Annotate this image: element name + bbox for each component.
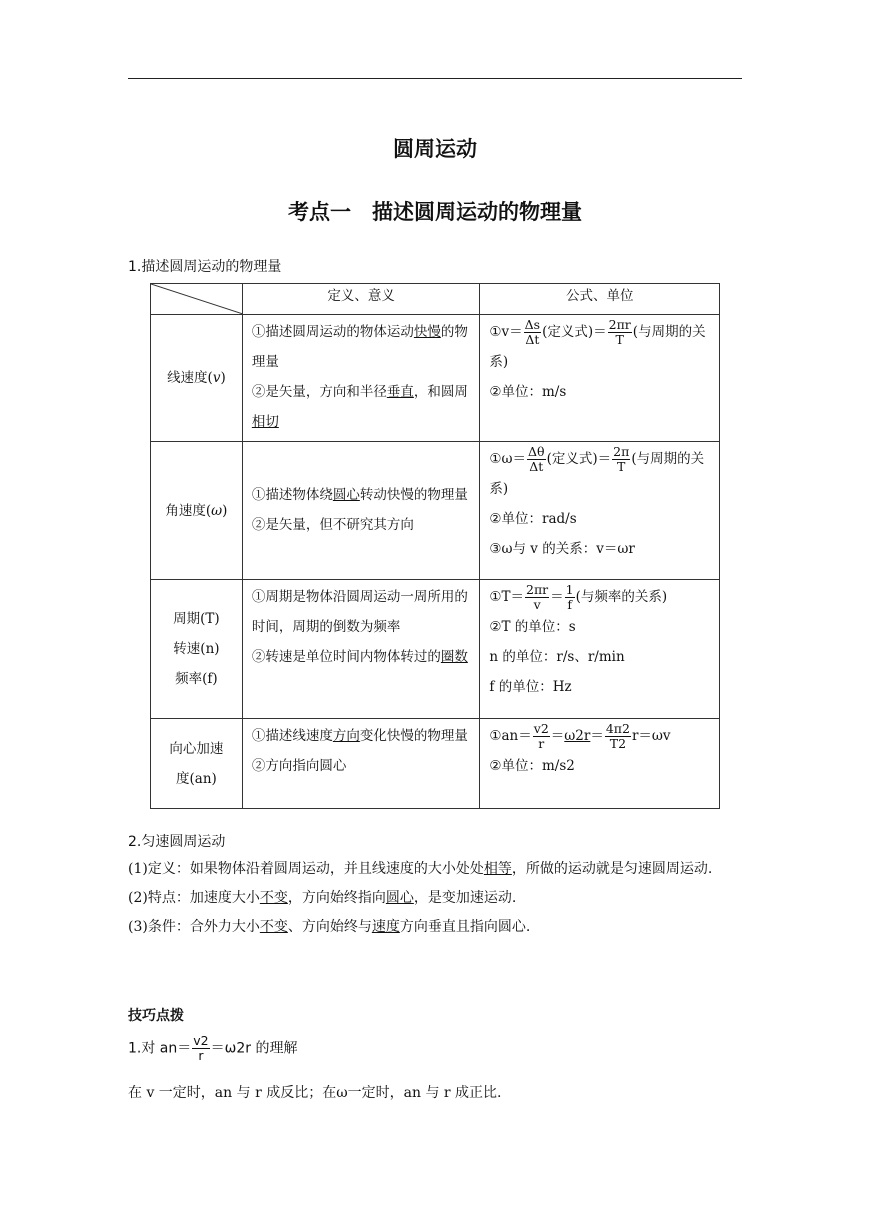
table-header-row (151, 284, 720, 315)
diagonal-line (151, 284, 243, 314)
condition-paragraph: (3)条件：合外力大小不变、方向始终与速度方向垂直且指向圆心. (128, 919, 531, 935)
definition-paragraph: (1)定义：如果物体沿着圆周运动，并且线速度的大小处处相等，所做的运动就是匀速圆周运动. (128, 861, 713, 877)
table-row (151, 580, 720, 719)
formula-cell: ①T＝ $\frac{2\pi r}{v}$ ＝ $\frac{1}{f}$ (与频率的关系) ②T 的单位：s n 的单位：r/s、r/min f 的单位：Hz (480, 580, 720, 719)
definition-cell: ①描述线速度方向变化快慢的物理量 ②方向指向圆心 (242, 719, 480, 809)
section-title: 考点一 描述圆周运动的物理量 (288, 200, 582, 224)
definition-cell: ①描述圆周运动的物体运动快慢的物理量 ②是矢量，方向和半径垂直，和圆周相切 (242, 315, 480, 442)
section-2-heading: 2.匀速圆周运动 (128, 834, 226, 850)
tip-1-text: 在 v 一定时，an 与 r 成反比；在ω一定时，an 与 r 成正比. (128, 1085, 502, 1101)
fraction: $\frac{1}{f}$ (565, 582, 574, 612)
table-row (151, 442, 720, 580)
row-name-period-frequency: 周期(T) 转速(n) 频率(f) (151, 580, 243, 719)
diagonal-corner-cell (151, 284, 243, 315)
physics-quantities-table (150, 283, 720, 809)
definition-cell: ①周期是物体沿圆周运动一周所用的时间，周期的倒数为频率 ②转速是单位时间内物体转过的圈数 (242, 580, 480, 719)
column-header-definition: 定义、意义 (242, 284, 480, 315)
fraction: $\frac{\Delta s}{\Delta t}$ (524, 317, 541, 347)
section-2-body (128, 855, 744, 942)
tips-heading: 技巧点拨 (128, 1008, 184, 1024)
column-header-formula: 公式、单位 (480, 284, 720, 315)
section-1-heading: 1.描述圆周运动的物理量 (128, 259, 282, 275)
header-rule (128, 78, 742, 79)
formula-cell: ①an＝ $\frac{v2}{r}$ ＝ω2r＝ $\frac{4\pi 2}{T2}$ r＝ωv ②单位：m/s2 (480, 719, 720, 809)
formula-cell: ①ω＝ $\frac{\Delta\theta}{\Delta t}$ (定义式)＝ $\frac{2\pi}{T}$ (与周期的关系) ②单位：rad/s ③ω与 v 的关系：v＝ωr (480, 442, 720, 580)
fraction: $\frac{\Delta\theta}{\Delta t}$ (528, 444, 545, 474)
row-name-angular-velocity: 角速度(ω) (151, 442, 243, 580)
row-name-linear-velocity: 线速度(v) (151, 315, 243, 442)
row-name-centripetal-acceleration: 向心加速 度(an) (151, 719, 243, 809)
tip-1-heading: 1.对 an＝ $\frac{v2}{r}$ ＝ω2r 的理解 (128, 1033, 298, 1063)
fraction: $\frac{v2}{r}$ (533, 721, 549, 751)
fraction: $\frac{2\pi r}{v}$ (526, 582, 549, 612)
table-row (151, 719, 720, 809)
fraction: $\frac{v2}{r}$ (193, 1033, 209, 1063)
fraction: $\frac{2\pi r}{T}$ (608, 317, 631, 347)
formula-cell: ①v＝ $\frac{\Delta s}{\Delta t}$ (定义式)＝ $\frac{2\pi r}{T}$ (与周期的关系) ②单位：m/s (480, 315, 720, 442)
fraction: $\frac{4\pi 2}{T2}$ (605, 721, 630, 751)
table-row (151, 315, 720, 442)
characteristics-paragraph: (2)特点：加速度大小不变，方向始终指向圆心，是变加速运动. (128, 890, 517, 906)
fraction: $\frac{2\pi}{T}$ (613, 444, 630, 474)
page-title: 圆周运动 (393, 137, 477, 161)
definition-cell: ①描述物体绕圆心转动快慢的物理量 ②是矢量，但不研究其方向 (242, 442, 480, 580)
